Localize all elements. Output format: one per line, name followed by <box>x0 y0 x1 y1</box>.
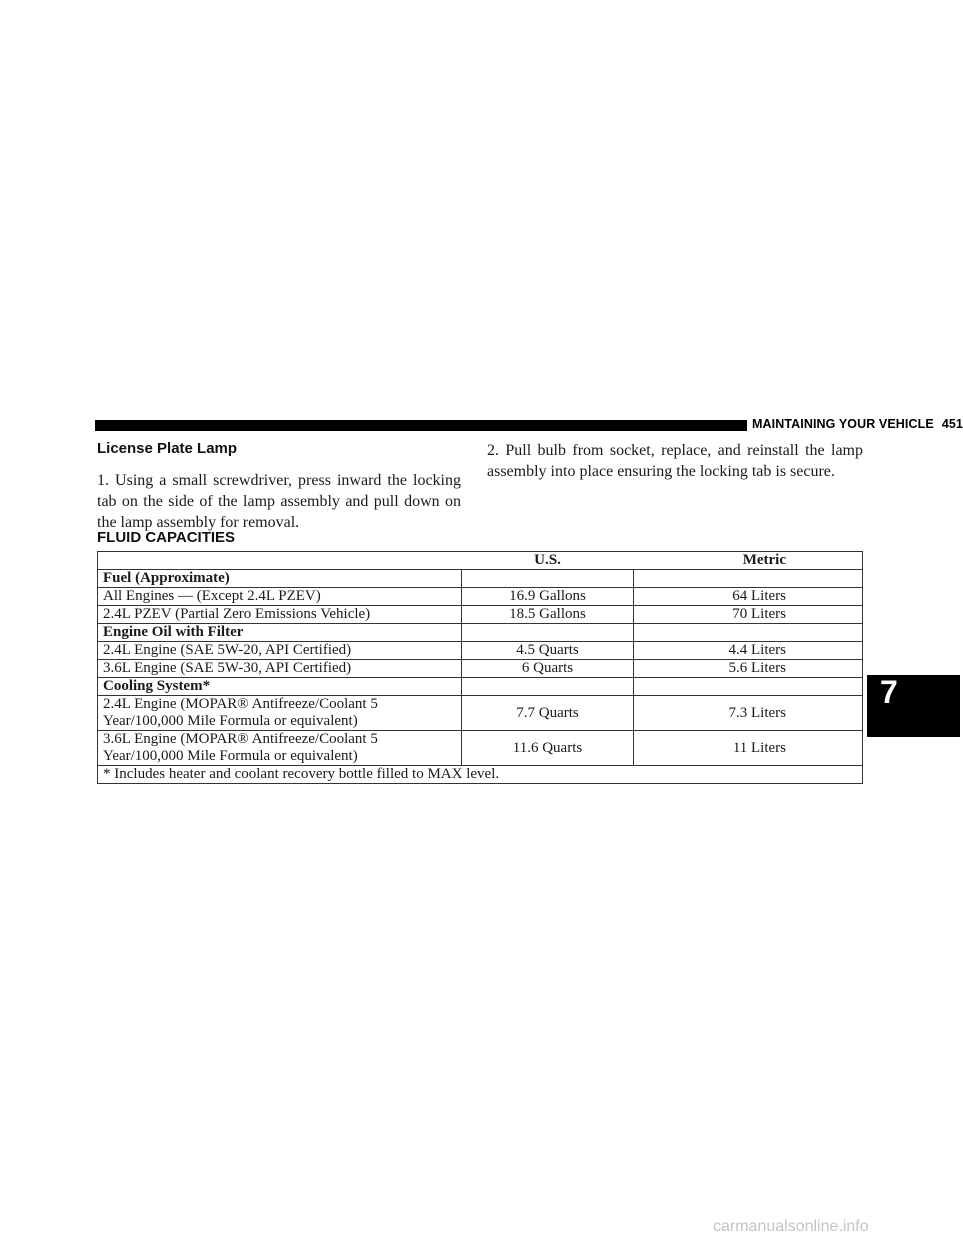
header-us: U.S. <box>462 552 634 570</box>
row-us: 16.9 Gallons <box>462 588 634 606</box>
table-row <box>98 588 863 606</box>
row-metric: 64 Liters <box>634 588 863 606</box>
row-metric: 4.4 Liters <box>634 642 863 660</box>
row-label: Fuel (Approximate) <box>98 570 462 588</box>
table-row <box>98 570 863 588</box>
row-metric: 5.6 Liters <box>634 660 863 678</box>
running-header <box>752 417 963 431</box>
table-row <box>98 696 863 731</box>
header-section-title: MAINTAINING YOUR VEHICLE <box>752 417 934 431</box>
row-label: 3.6L Engine (SAE 5W-30, API Certified) <box>98 660 462 678</box>
row-us: 11.6 Quarts <box>462 731 634 766</box>
header-metric: Metric <box>634 552 863 570</box>
table-header-row <box>98 552 863 570</box>
row-metric: 11 Liters <box>634 731 863 766</box>
license-plate-step-2: 2. Pull bulb from socket, replace, and reinstall the lamp assembly into place ensuring the locking tab is secure. <box>487 442 863 480</box>
row-us: 18.5 Gallons <box>462 606 634 624</box>
chapter-tab: 7 <box>867 675 960 737</box>
table-row <box>98 606 863 624</box>
row-label-line-2: Year/100,000 Mile Formula or equivalent) <box>103 748 358 764</box>
fluid-capacities-heading: FLUID CAPACITIES <box>97 529 236 546</box>
page-number: 451 <box>941 417 963 431</box>
row-label: 2.4L Engine (SAE 5W-20, API Certified) <box>98 642 462 660</box>
row-us: 6 Quarts <box>462 660 634 678</box>
row-label <box>98 696 462 731</box>
row-label-line-1: 2.4L Engine (MOPAR® Antifreeze/Coolant 5 <box>103 696 378 712</box>
fluid-capacities-table <box>97 551 863 784</box>
row-label-line-1: 3.6L Engine (MOPAR® Antifreeze/Coolant 5 <box>103 731 378 747</box>
row-us <box>462 624 634 642</box>
header-rule <box>95 420 747 431</box>
row-us <box>462 678 634 696</box>
row-label <box>98 731 462 766</box>
row-label: Cooling System* <box>98 678 462 696</box>
table-row <box>98 642 863 660</box>
row-metric: 70 Liters <box>634 606 863 624</box>
row-metric <box>634 678 863 696</box>
table-footnote: * Includes heater and coolant recovery bottle filled to MAX level. <box>98 766 863 784</box>
row-metric: 7.3 Liters <box>634 696 863 731</box>
watermark: carmanualsonline.info <box>713 1218 869 1235</box>
table-row <box>98 678 863 696</box>
license-plate-step-1: 1. Using a small screwdriver, press inward the locking tab on the side of the lamp assembly and pull down on the lamp assembly for removal. <box>97 472 461 531</box>
table-row <box>98 660 863 678</box>
row-label: 2.4L PZEV (Partial Zero Emissions Vehicle) <box>98 606 462 624</box>
row-label-line-2: Year/100,000 Mile Formula or equivalent) <box>103 713 358 729</box>
row-label: Engine Oil with Filter <box>98 624 462 642</box>
header-label-cell <box>98 552 462 570</box>
license-plate-heading: License Plate Lamp <box>97 440 238 457</box>
row-label: All Engines — (Except 2.4L PZEV) <box>98 588 462 606</box>
row-us: 7.7 Quarts <box>462 696 634 731</box>
table-footnote-row <box>98 766 863 784</box>
row-us <box>462 570 634 588</box>
table-row <box>98 624 863 642</box>
table-row <box>98 731 863 766</box>
row-us: 4.5 Quarts <box>462 642 634 660</box>
row-metric <box>634 570 863 588</box>
row-metric <box>634 624 863 642</box>
